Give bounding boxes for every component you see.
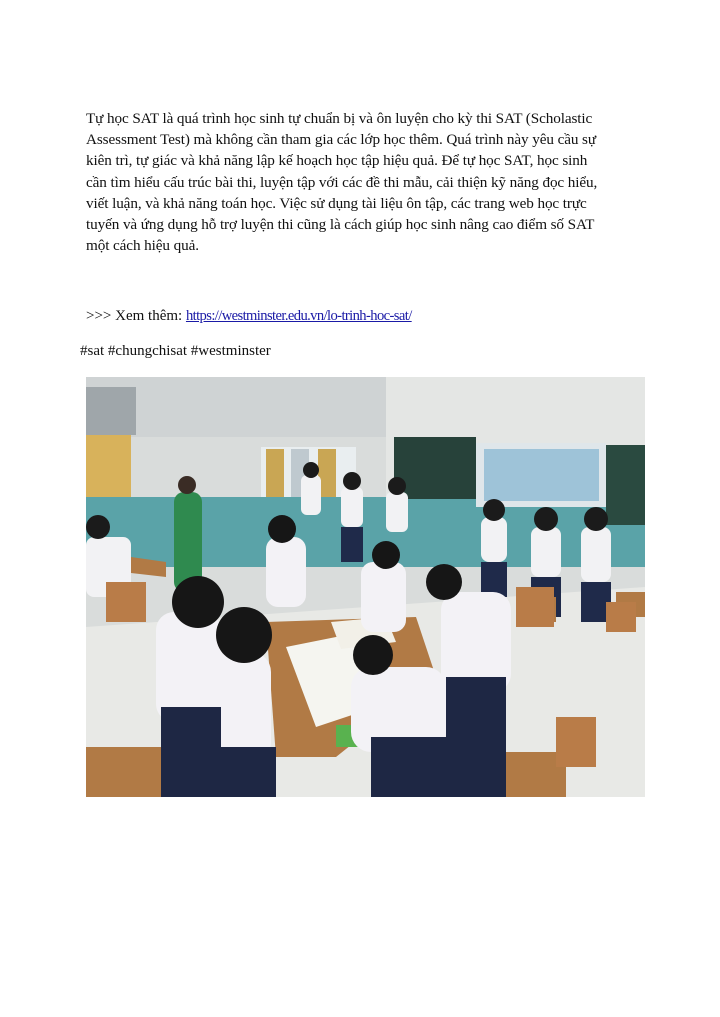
- body-paragraph: [86, 108, 636, 256]
- paragraph-line: cần tìm hiểu cấu trúc bài thi, luyện tập với các đề thi mẫu, cải thiện kỹ năng đọc hiểu,: [86, 173, 598, 191]
- paragraph-line: Assessment Test) mà không cần tham gia các lớp học thêm. Quá trình này yêu cầu sự: [86, 131, 596, 149]
- see-more-link[interactable]: https://westminster.edu.vn/lo-trinh-hoc-sat/: [185, 308, 412, 324]
- paragraph-line: kiên trì, tự giác và khả năng lập kế hoạch học tập hiệu quả. Để tự học SAT, học sinh: [86, 152, 588, 170]
- paragraph-line: tuyến và ứng dụng hỗ trợ luyện thi cũng là cách giúp học sinh nâng cao điểm số SAT: [86, 216, 595, 234]
- hashtags: #sat #chungchisat #westminster: [80, 343, 271, 359]
- paragraph-line: một cách hiệu quả.: [86, 237, 199, 255]
- paragraph-line: Tự học SAT là quá trình học sinh tự chuẩn bị và ôn luyện cho kỳ thi SAT (Scholastic: [86, 110, 593, 127]
- classroom-photo: [86, 377, 645, 797]
- paragraph-line: viết luận, và khả năng toán học. Việc sử dụng tài liệu ôn tập, các trang web học trực: [86, 194, 587, 212]
- see-more-line: [86, 308, 412, 325]
- see-more-prefix: >>> Xem thêm:: [86, 308, 183, 324]
